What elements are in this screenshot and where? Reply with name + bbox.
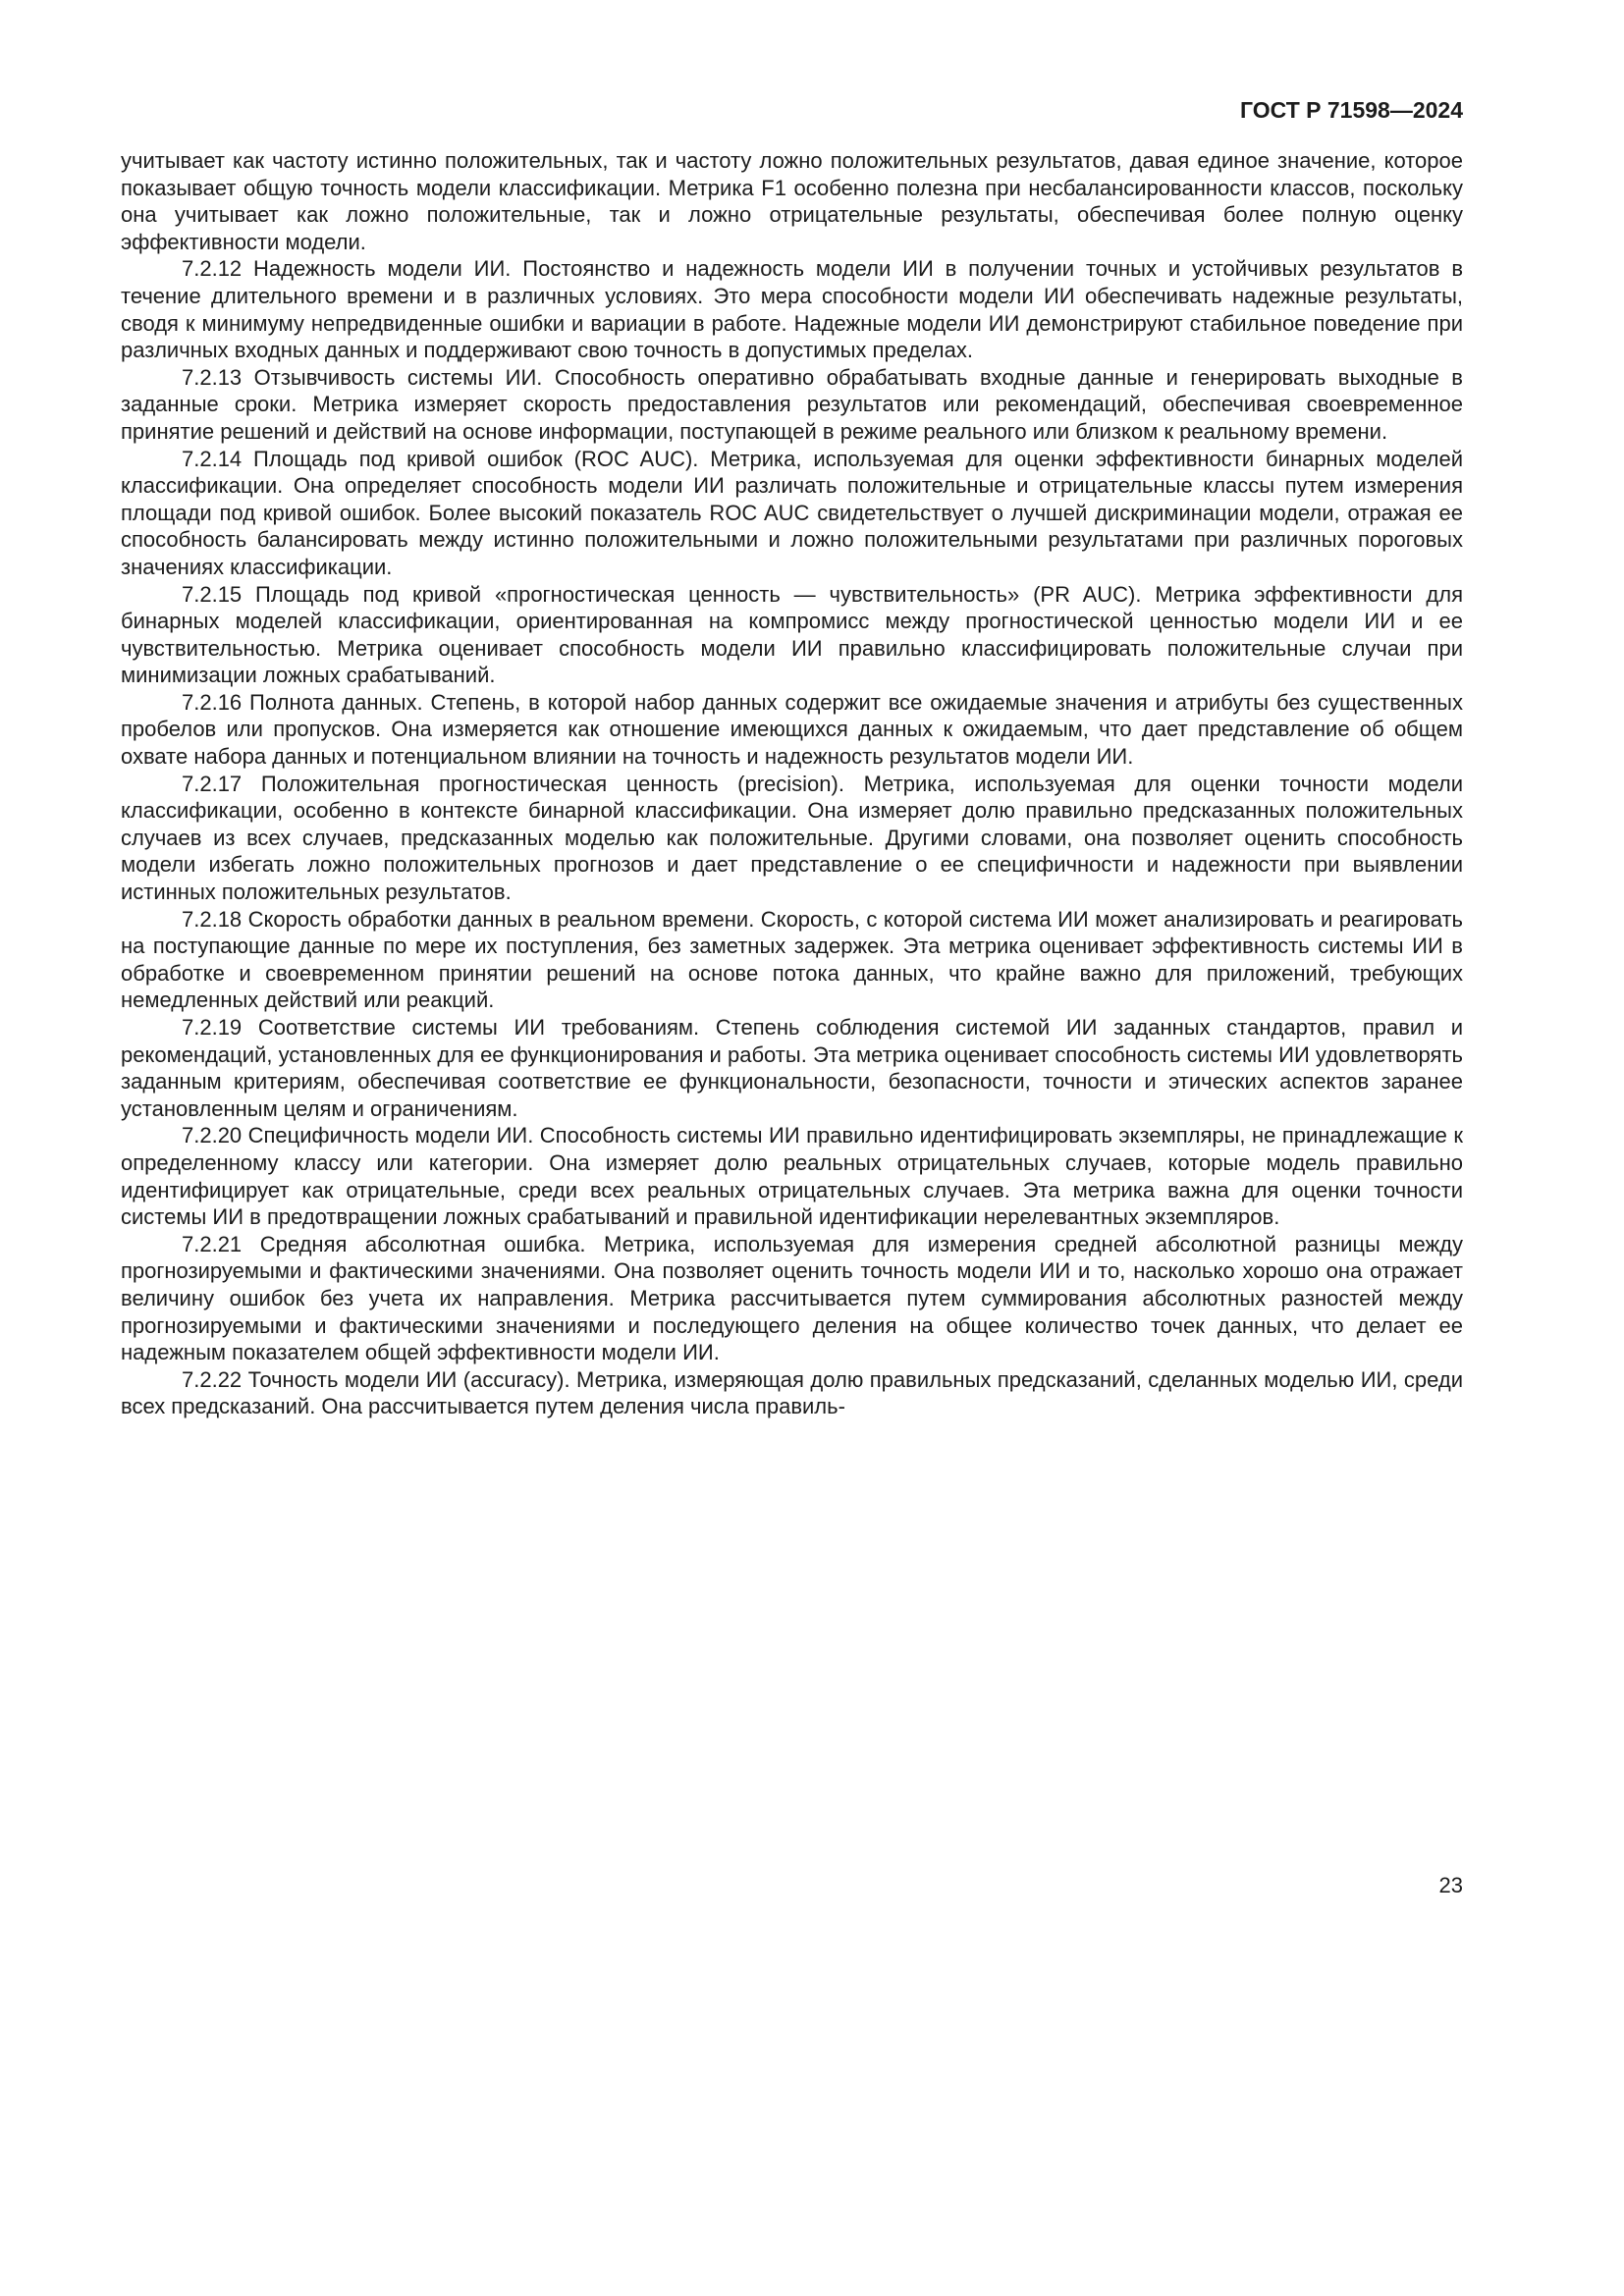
- paragraph-7-2-22: 7.2.22 Точность модели ИИ (accuracy). Метрика, измеряющая долю правильных предсказаний, сделанных моделью ИИ, среди всех предсказаний. Она рассчитывается путем деления числа правиль-: [121, 1366, 1463, 1419]
- body-text: [121, 147, 1463, 1420]
- paragraph-7-2-20: 7.2.20 Специфичность модели ИИ. Способность системы ИИ правильно идентифицировать экземпляры, не принадлежащие к определенному классу или категории. Она измеряет долю реальных отрицательных случаев, которые модель правильно идентифицирует как отрицательные, среди всех реальных отрицательных случаев. Эта метрика важна для оценки точности системы ИИ в предотвращении ложных срабатываний и правильной идентификации нерелевантных экземпляров.: [121, 1123, 1463, 1230]
- paragraph-7-2-18: 7.2.18 Скорость обработки данных в реальном времени. Скорость, с которой система ИИ может анализировать и реагировать на поступающие данные по мере их поступления, без заметных задержек. Эта метрика оценивает эффективность системы ИИ в обработке и своевременном принятии решений на основе потока данных, что крайне важно для приложений, требующих немедленных действий или реакций.: [121, 906, 1463, 1013]
- paragraph-7-2-21: 7.2.21 Средняя абсолютная ошибка. Метрика, используемая для измерения средней абсолютной разницы между прогнозируемыми и фактическими значениями. Она позволяет оценить точность модели ИИ и то, насколько хорошо она отражает величину ошибок без учета их направления. Метрика рассчитывается путем суммирования абсолютных разностей между прогнозируемыми и фактическими значениями и последующего деления на общее количество точек данных, что делает ее надежным показателем общей эффективности модели ИИ.: [121, 1231, 1463, 1365]
- page-number: 23: [1438, 1873, 1463, 1897]
- page-header: ГОСТ Р 71598—2024: [1240, 97, 1463, 123]
- paragraph-7-2-13: 7.2.13 Отзывчивость системы ИИ. Способность оперативно обрабатывать входные данные и генерировать выходные в заданные сроки. Метрика измеряет скорость предоставления результатов или рекомендаций, обеспечивая своевременное принятие решений и действий на основе информации, поступающей в режиме реального или близком к реальному времени.: [121, 364, 1463, 444]
- paragraph-continuation: учитывает как частоту истинно положительных, так и частоту ложно положительных результатов, давая единое значение, которое показывает общую точность модели классификации. Метрика F1 особенно полезна при несбалансированности классов, поскольку она учитывает как ложно положительные, так и ложно отрицательные результаты, обеспечивая более полную оценку эффективности модели.: [121, 148, 1463, 254]
- paragraph-7-2-12: 7.2.12 Надежность модели ИИ. Постоянство и надежность модели ИИ в получении точных и устойчивых результатов в течение длительного времени и в различных условиях. Это мера способности модели ИИ обеспечивать надежные результаты, сводя к минимуму непредвиденные ошибки и вариации в работе. Надежные модели ИИ демонстрируют стабильное поведение при различных входных данных и поддерживают свою точность в допустимых пределах.: [121, 256, 1463, 363]
- paragraph-7-2-14: 7.2.14 Площадь под кривой ошибок (ROC AUC). Метрика, используемая для оценки эффективности бинарных моделей классификации. Она определяет способность модели ИИ различать положительные и отрицательные классы путем измерения площади под кривой ошибок. Более высокий показатель ROC AUC свидетельствует о лучшей дискриминации модели, отражая ее способность балансировать между истинно положительными и ложно положительными результатами при различных пороговых значениях классификации.: [121, 446, 1463, 579]
- paragraph-7-2-16: 7.2.16 Полнота данных. Степень, в которой набор данных содержит все ожидаемые значения и атрибуты без существенных пробелов или пропусков. Она измеряется как отношение имеющихся данных к ожидаемым, что дает представление об общем охвате набора данных и потенциальном влиянии на точность и надежность результатов модели ИИ.: [121, 689, 1463, 770]
- paragraph-7-2-15: 7.2.15 Площадь под кривой «прогностическая ценность — чувствительность» (PR AUC). Метрика эффективности для бинарных моделей классификации, ориентированная на компромисс между прогностической ценностью модели ИИ и ее чувствительностью. Метрика оценивает способность модели ИИ правильно классифицировать положительные случаи при минимизации ложных срабатываний.: [121, 581, 1463, 688]
- paragraph-7-2-19: 7.2.19 Соответствие системы ИИ требованиям. Степень соблюдения системой ИИ заданных стандартов, правил и рекомендаций, установленных для ее функционирования и работы. Эта метрика оценивает способность системы ИИ удовлетворять заданным критериям, обеспечивая соответствие ее функциональности, безопасности, точности и этических аспектов заранее установленным целям и ограничениям.: [121, 1015, 1463, 1121]
- paragraph-7-2-17: 7.2.17 Положительная прогностическая ценность (precision). Метрика, используемая для оценки точности модели классификации, особенно в контексте бинарной классификации. Она измеряет долю правильно предсказанных положительных случаев из всех случаев, предсказанных моделью как положительные. Другими словами, она позволяет оценить способность модели избегать ложно положительных прогнозов и дает представление о ее специфичности и надежности при выявлении истинных положительных результатов.: [121, 771, 1463, 905]
